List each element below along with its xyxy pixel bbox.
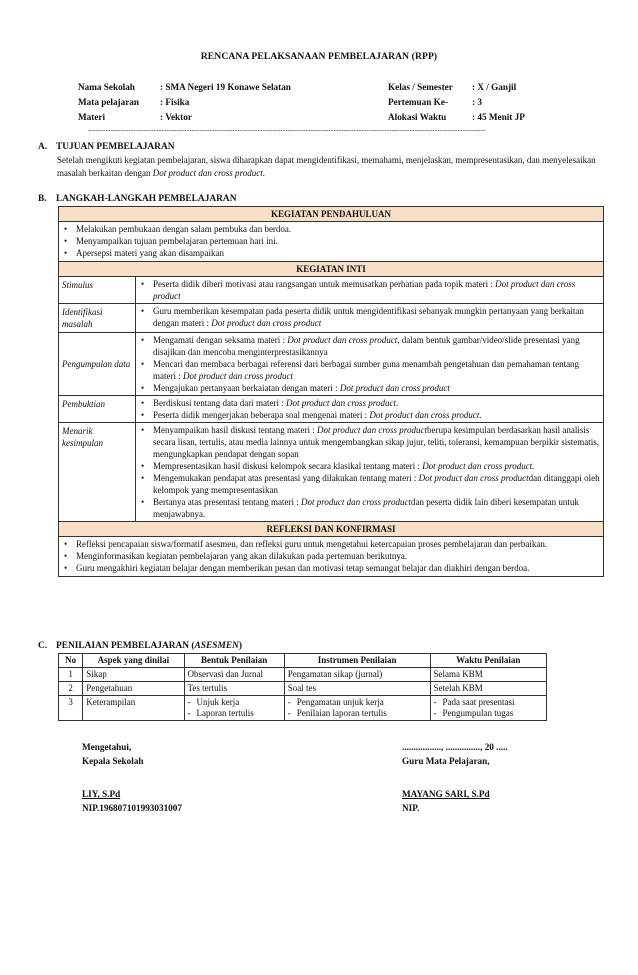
signature-right xyxy=(402,740,508,768)
assessment-table xyxy=(58,653,547,721)
list-item: • Peserta didik mengerjakan beberapa soal mengenai materi : Dot product dan cross product. xyxy=(139,409,600,421)
step-label: Menarik kesimpulan xyxy=(59,423,136,522)
list-item: - Penilaian laporan tertulis xyxy=(288,708,427,719)
table-cell: Pengamatan sikap (jurnal) xyxy=(284,668,430,682)
column-header: No xyxy=(59,654,83,668)
table-cell: Selama KBM xyxy=(430,668,546,682)
table-header-row xyxy=(59,654,547,668)
list-item: • Berdiskusi tentang data dari materi : Dot product dan cross product. xyxy=(139,397,600,409)
section-title: TUJUAN PEMBELAJARAN xyxy=(56,142,175,152)
step-content xyxy=(136,333,604,396)
signature-line: Mengetahui, xyxy=(82,742,132,752)
table-cell: Pengetahuan xyxy=(83,682,184,696)
column-header: Instrumen Penilaian xyxy=(284,654,430,668)
table-cell: Setelah KBM xyxy=(430,682,546,696)
table-row xyxy=(59,333,604,396)
list-item: • Melakukan pembukaan dengan salam pembuka dan berdoa. xyxy=(62,223,600,235)
list-item: • Peserta didik diberi motivasi atau rangsangan untuk memusatkan perhatian pada topik materi : Dot product dan cross product xyxy=(139,278,600,302)
list-item: - Unjuk kerja xyxy=(188,697,281,708)
list-item: • Mengajukan pertanyaan berkaiatan dengan materi : Dot product dan cross product xyxy=(139,382,600,394)
identity-value: : Vektor xyxy=(160,111,192,122)
pendahuluan-cell xyxy=(59,222,604,262)
section-title: PENILAIAN PEMBELAJARAN ( xyxy=(56,641,195,651)
identity-value: : X / Ganjil xyxy=(472,81,517,92)
step-content xyxy=(136,277,604,304)
refleksi-header: REFLEKSI DAN KONFIRMASI xyxy=(59,522,604,537)
section-title: ) xyxy=(238,641,242,651)
list-item: • Apersepsi materi yang akan disampaikan xyxy=(62,247,600,259)
section-c-heading xyxy=(38,640,242,652)
section-b-heading xyxy=(38,193,236,205)
signatory-name: LIY, S.Pd xyxy=(82,789,121,799)
list-item: • Mempresentasikan hasil diskusi kelompok secara klasikal tentang materi : Dot product dan cross product. xyxy=(139,460,600,472)
identity-label: Pertemuan Ke- xyxy=(388,96,448,107)
list-item: • Menyampaikan hasil diskusi tentang materi : Dot product dan cross productberupa kesimpulan berdasarkan hasil analisis secara lisan, tertulis, atau media lainnya untuk mengembangkan sikap jujur, teliti, toleransi, kemampuan berpikir sistematis, mengungkapkan pendapat dengan sopan xyxy=(139,424,600,460)
table-row xyxy=(59,682,547,696)
list-item: • Bertanya atas presentasi tentang materi : Dot product dan cross productdan peserta didik lain diberi kesempatan untuk menjawabnya. xyxy=(139,496,600,520)
table-cell xyxy=(184,696,284,721)
table-row xyxy=(59,423,604,522)
step-label: Identifikasi masalah xyxy=(59,304,136,333)
list-item: - Laporan tertulis xyxy=(188,708,281,719)
table-cell xyxy=(430,696,546,721)
identity-row xyxy=(78,80,558,95)
identity-row xyxy=(78,95,558,110)
identity-value: : SMA Negeri 19 Konawe Selatan xyxy=(160,81,291,92)
signatory-name: MAYANG SARI, S.Pd xyxy=(402,789,490,799)
identity-label: Mata pelajaran xyxy=(78,96,139,107)
table-cell: 2 xyxy=(59,682,83,696)
inti-header: KEGIATAN INTI xyxy=(59,262,604,277)
identity-row xyxy=(78,110,558,125)
section-a-paragraph xyxy=(57,154,605,179)
list-item: • Menginformasikan kegiatan pembelajaran yang akan dilakukan pada pertemuan berikutnya. xyxy=(62,550,600,562)
signature-line: ................., ..............., 20 ..... xyxy=(402,742,508,752)
column-header: Waktu Penilaian xyxy=(430,654,546,668)
table-row xyxy=(59,668,547,682)
list-item: • Guru memberikan kesempatan pada peserta didik untuk mengidentifikasi sebanyak mungkin pertanyaan yang berkaitan dengan materi : Dot product dan cross product xyxy=(139,305,600,329)
table-cell: 1 xyxy=(59,668,83,682)
list-item: • Menyampaikan tujuan pembelajaran pertemuan hari ini. xyxy=(62,235,600,247)
identity-value: : 3 xyxy=(472,96,482,107)
refleksi-cell xyxy=(59,537,604,577)
table-cell: Tes tertulis xyxy=(184,682,284,696)
table-cell: Observasi dan Jurnal xyxy=(184,668,284,682)
identity-label: Alokasi Waktu xyxy=(388,111,447,122)
table-cell: Soal tes xyxy=(284,682,430,696)
step-content xyxy=(136,304,604,333)
signature-left xyxy=(82,740,144,768)
section-letter: B. xyxy=(38,194,47,204)
signature-right-name xyxy=(402,787,490,815)
signatory-nip: NIP.196807101993031007 xyxy=(82,803,182,813)
section-letter: A. xyxy=(38,142,48,152)
paragraph-text: . xyxy=(262,167,265,178)
signature-left-name xyxy=(82,787,182,815)
column-header: Bentuk Penilaian xyxy=(184,654,284,668)
step-content xyxy=(136,396,604,423)
table-cell: Keterampilan xyxy=(83,696,184,721)
identity-label: Materi xyxy=(78,111,106,122)
table-cell: 3 xyxy=(59,696,83,721)
column-header: Aspek yang dinilai xyxy=(83,654,184,668)
identity-value: : 45 Menit JP xyxy=(472,111,525,122)
step-label: Pembuktian xyxy=(59,396,136,423)
list-item: • Refleksi pencapaian siswa/formatif asesmen, dan refleksi guru untuk mengetahui ketercapaian proses pembelajaran dan perbaikan. xyxy=(62,538,600,550)
list-item: - Pada saat presentasi xyxy=(434,697,543,708)
pendahuluan-header: KEGIATAN PENDAHULUAN xyxy=(59,207,604,222)
signature-line: Guru Mata Pelajaran, xyxy=(402,756,490,766)
section-title: LANGKAH-LANGKAH PEMBELAJARAN xyxy=(56,194,237,204)
paragraph-emphasis: Dot product dan cross product xyxy=(152,167,263,178)
signature-line: Kepala Sekolah xyxy=(82,756,144,766)
table-row xyxy=(59,304,604,333)
table-row xyxy=(59,277,604,304)
identity-block xyxy=(78,80,558,125)
table-cell xyxy=(284,696,430,721)
dashed-divider: ------------------------------------------------------------------------------------------------------------------------------------------------------------- xyxy=(88,126,486,134)
identity-label: Kelas / Semester xyxy=(388,81,453,92)
table-row xyxy=(59,696,547,721)
list-item: - Pengumpulan tugas xyxy=(434,708,543,719)
learning-steps-table xyxy=(58,206,604,577)
table-row xyxy=(59,396,604,423)
list-item: • Guru mengakhiri kegiatan belajar dengan memberikan pesan dan motivasi tetap semangat belajar dan diakhiri dengan berdoa. xyxy=(62,562,600,574)
identity-value: : Fisika xyxy=(160,96,190,107)
signatory-nip: NIP. xyxy=(402,803,420,813)
list-item: • Mengamati dengan seksama materi : Dot product dan cross product, dalam bentuk gambar/video/slide presentasi yang disajikan dan mencoba menginterprestasikannya xyxy=(139,334,600,358)
section-title-emphasis: ASESMEN xyxy=(194,641,239,651)
list-item: • Mengemukakan pendapat atas presentasi yang dilakukan tentang materi : Dot product dan cross productdan ditanggapi oleh kelompok yang mempresentasikan xyxy=(139,472,600,496)
table-cell: Sikap xyxy=(83,668,184,682)
paragraph-text: Setelah mengikuti kegiatan pembelajaran, siswa diharapkan dapat mengidentifikasi, memahami, menjelaskan, mempresentasikan, dan menyelesaikan masalah berkaitan dengan xyxy=(57,155,596,178)
section-letter: C. xyxy=(38,641,48,651)
step-label: Pengumpulan data xyxy=(59,333,136,396)
list-item: - Pengamatan unjuk kerja xyxy=(288,697,427,708)
step-label: Stimulus xyxy=(59,277,136,304)
identity-label: Nama Sekolah xyxy=(78,81,135,92)
step-content xyxy=(136,423,604,522)
section-a-heading xyxy=(38,141,175,153)
document-title: RENCANA PELAKSANAAN PEMBELAJARAN (RPP) xyxy=(200,51,438,62)
list-item: • Mencari dan membaca berbagai referensi dari berbagai sumber guna menambah pengetahuan dan pemahaman tentang materi : Dot product dan cross product xyxy=(139,358,600,382)
